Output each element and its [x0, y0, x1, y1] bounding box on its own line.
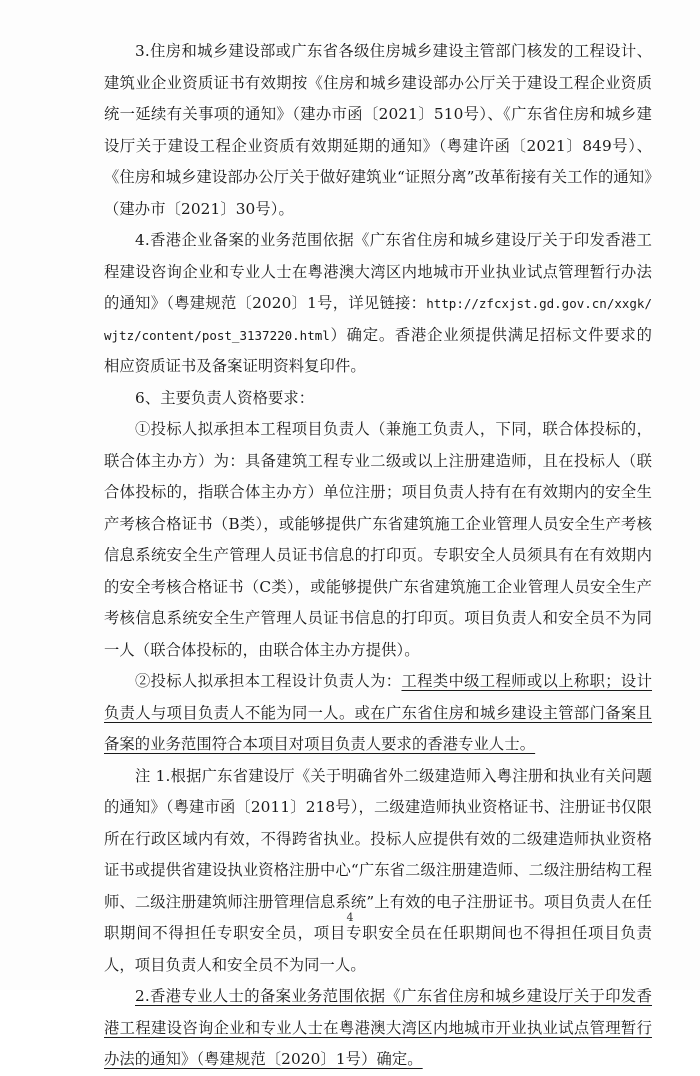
requirement-item-2-underlined: 工程类中级工程师或以上称职；设计负责人与项目负责人不能为同一人。或在广东省住房和城乡建设主管部门备案且备案的业务范围符合本项目对项目负责人要求的香港专业人士。: [104, 672, 653, 753]
note-2-underlined: 2.香港专业人士的备案业务范围依据《广东省住房和城乡建设厅关于印发香港工程建设咨询企业和专业人士在粤港澳大湾区内地城市开业执业试点管理暂行办法的通知》（粤建规范〔2020〕1号）确定。: [104, 987, 652, 1068]
requirement-item-1: ①投标人拟承担本工程项目负责人（兼施工负责人，下同，联合体投标的，联合体主办方）为：具备建筑工程专业二级或以上注册建造师，且在投标人（联合体投标的，指联合体主办方）单位注册；项目负责人持有在有效期内的安全生产考核合格证书（B类），或能够提供广东省建筑施工企业管理人员安全生产考核信息系统安全生产管理人员证书信息的打印页。专职安全人员须具有在有效期内的安全考核合格证书（C类），或能够提供广东省建筑施工企业管理人员安全生产考核信息系统安全生产管理人员证书信息的打印页。项目负责人和安全员不为同一人（联合体投标的，由联合体主办方提供）。: [104, 420, 652, 659]
note-1: 注 1.根据广东省建设厅《关于明确省外二级建造师入粤注册和执业有关问题的通知》（粤建市函〔2011〕218号），二级建造师执业资格证书、注册证书仅限所在行政区域内有效，不得跨省执业。投标人应提供有效的二级建造师执业资格证书或提供省建设执业资格注册中心“广东省二级注册建造师、二级注册结构工程师、二级注册建筑师注册管理信息系统”上有效的电子注册证书。项目负责人在任职期间不得担任专职安全员，项目专职安全员在任职期间也不得担任项目负责人，项目负责人和安全员不为同一人。: [104, 766, 652, 974]
paragraph-item-4-text: 4.香港企业备案的业务范围依据《广东省住房和城乡建设厅关于印发香港工程建设咨询企业和专业人士在粤港澳大湾区内地城市开业执业试点管理暂行办法的通知》（粤建规范〔2020〕1号，详见链接：: [104, 231, 652, 312]
requirement-item-2-prefix: ②投标人拟承担本工程设计负责人为：: [135, 672, 402, 690]
paragraph-item-4: [104, 225, 652, 383]
page-number: 4: [346, 911, 354, 924]
note-2: [104, 981, 652, 1076]
paragraph-item-3: 3.住房和城乡建设部或广东省各级住房城乡建设主管部门核发的工程设计、建筑业企业资质证书有效期按《住房和城乡建设部办公厅关于建设工程企业资质统一延续有关事项的通知》（建办市函〔2021〕510号）、《广东省住房和城乡建设厅关于建设工程企业资质有效期延期的通知》（粤建许函〔2021〕849号）、《住房和城乡建设部办公厅关于做好建筑业“证照分离”改革衔接有关工作的通知》（建办市〔2021〕30号）。: [104, 42, 652, 218]
section-heading-6: 6、主要负责人资格要求：: [135, 388, 315, 407]
policy-link[interactable]: http://zfcxjst.gd.gov.cn/xxgk/wjtz/content/post_3137220.html: [104, 296, 652, 343]
requirement-item-2: [104, 666, 652, 761]
paragraph-item-4-tail: ）确定。香港企业须提供满足招标文件要求的相应资质证书及备案证明资料复印件。: [104, 325, 652, 375]
